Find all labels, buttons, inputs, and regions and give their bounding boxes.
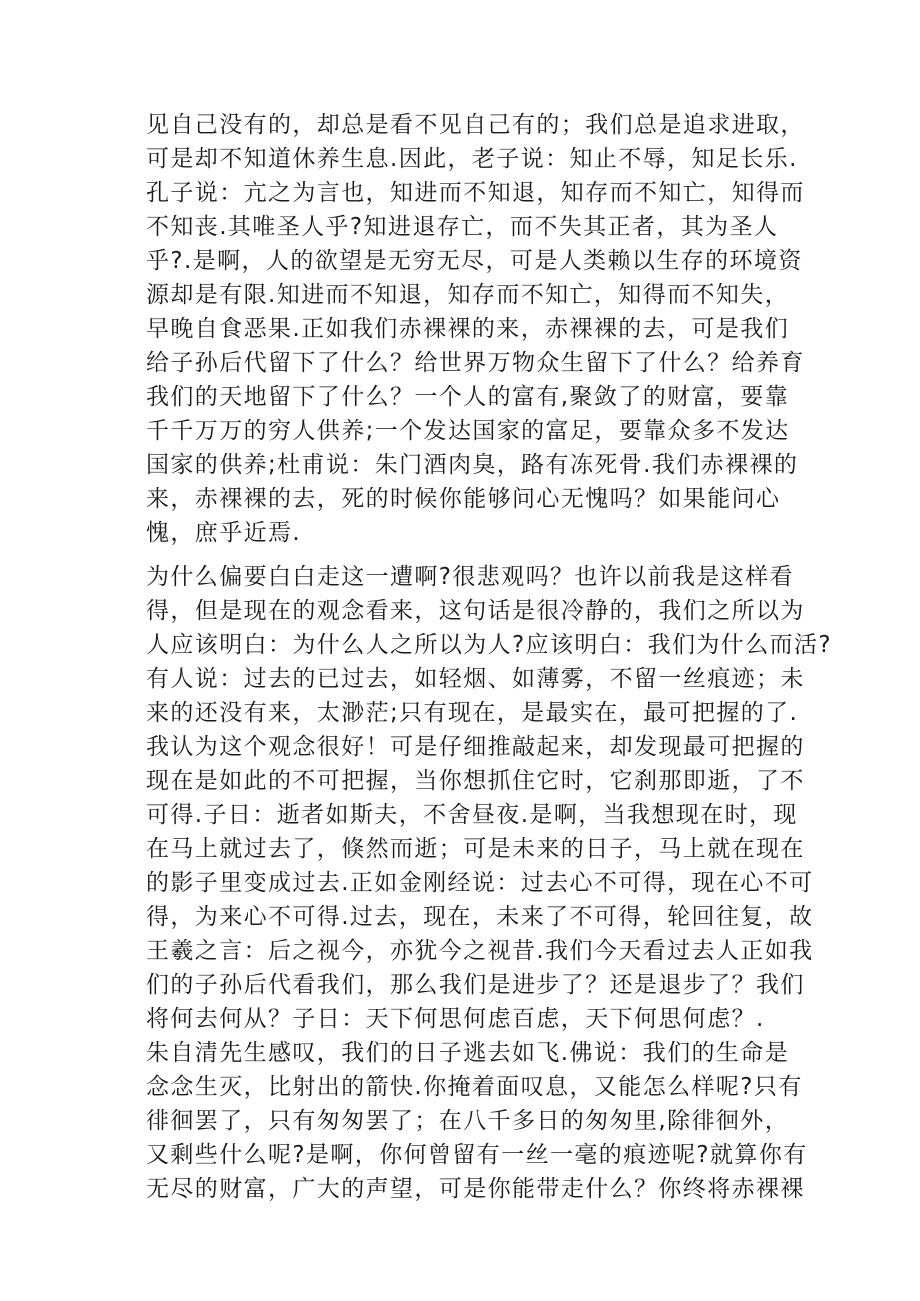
text-line: 愧，庶乎近焉. — [146, 520, 302, 546]
text-line: 得，为来心不可得.过去，现在，未来了不可得，轮回往复，故 — [146, 904, 814, 930]
text-line: 来的还没有来，太渺茫;只有现在，是最实在，最可把握的了. — [146, 700, 799, 726]
text-line: 有人说：过去的已过去，如轻烟、如薄雾，不留一丝痕迹；未 — [146, 666, 805, 692]
text-line: 们的子孙后代看我们，那么我们是进步了？还是退步了？我们 — [146, 972, 805, 998]
text-line: 无尽的财富，广大的声望，可是你能带走什么？你终将赤裸裸 — [146, 1176, 805, 1202]
text-line: 我们的天地留下了什么？一个人的富有,聚敛了的财富，要靠 — [146, 384, 790, 410]
text-line: 得，但是现在的观念看来，这句话是很冷静的，我们之所以为 — [146, 598, 805, 624]
text-line: 为什么偏要白白走这一遭啊?很悲观吗？也许以前我是这样看 — [146, 564, 795, 590]
text-line: 念念生灭，比射出的箭快.你掩着面叹息，又能怎么样呢?只有 — [146, 1074, 803, 1100]
text-line: 我认为这个观念很好！可是仔细推敲起来，却发现最可把握的 — [146, 734, 805, 760]
text-line: 见自己没有的，却总是看不见自己有的；我们总是追求进取， — [146, 112, 805, 138]
text-line: 朱自清先生感叹，我们的日子逃去如飞.佛说：我们的生命是 — [146, 1040, 790, 1066]
text-line: 乎?.是啊，人的欲望是无穷无尽，可是人类赖以生存的环境资 — [146, 248, 803, 274]
text-line: 人应该明白：为什么人之所以为人?应该明白：我们为什么而活? — [146, 632, 833, 658]
text-line: 徘徊罢了，只有匆匆罢了；在八千多日的匆匆里,除徘徊外， — [146, 1108, 790, 1134]
text-line: 来，赤裸裸的去，死的时候你能够问心无愧吗？如果能问心 — [146, 486, 781, 512]
text-line: 源却是有限.知进而不知退，知存而不知亡，知得而不知失， — [146, 282, 790, 308]
text-line: 早晚自食恶果.正如我们赤裸裸的来，赤裸裸的去，可是我们 — [146, 316, 790, 342]
paragraph — [146, 108, 805, 550]
text-line: 在马上就过去了，倏然而逝；可是未来的日子，马上就在现在 — [146, 836, 805, 862]
text-line: 可是却不知道休养生息.因此，老子说：知止不辱，知足长乐. — [146, 146, 798, 172]
text-line: 给子孙后代留下了什么？给世界万物众生留下了什么？给养育 — [146, 350, 805, 376]
text-line: 国家的供养;杜甫说：朱门酒肉臭，路有冻死骨.我们赤裸裸的 — [146, 452, 799, 478]
text-line: 不知丧.其唯圣人乎?知进退存亡，而不失其正者，其为圣人 — [146, 214, 779, 240]
text-line: 可得.子日：逝者如斯夫，不舍昼夜.是啊，当我想现在时，现 — [146, 802, 798, 828]
text-line: 将何去何从？子日：天下何思何虑百虑，天下何思何虑？. — [146, 1006, 765, 1032]
paragraph — [146, 560, 833, 1206]
text-line: 的影子里变成过去.正如金刚经说：过去心不可得，现在心不可 — [146, 870, 814, 896]
text-line: 又剩些什么呢?是啊，你何曾留有一丝一毫的痕迹呢?就算你有 — [146, 1142, 808, 1168]
text-line: 现在是如此的不可把握，当你想抓住它时，它刹那即逝，了不 — [146, 768, 805, 794]
text-line: 孔子说：亢之为言也，知进而不知退，知存而不知亡，知得而 — [146, 180, 805, 206]
text-line: 千千万万的穷人供养;一个发达国家的富足，要靠众多不发达 — [146, 418, 790, 444]
text-line: 王羲之言：后之视今，亦犹今之视昔.我们今天看过去人正如我 — [146, 938, 814, 964]
